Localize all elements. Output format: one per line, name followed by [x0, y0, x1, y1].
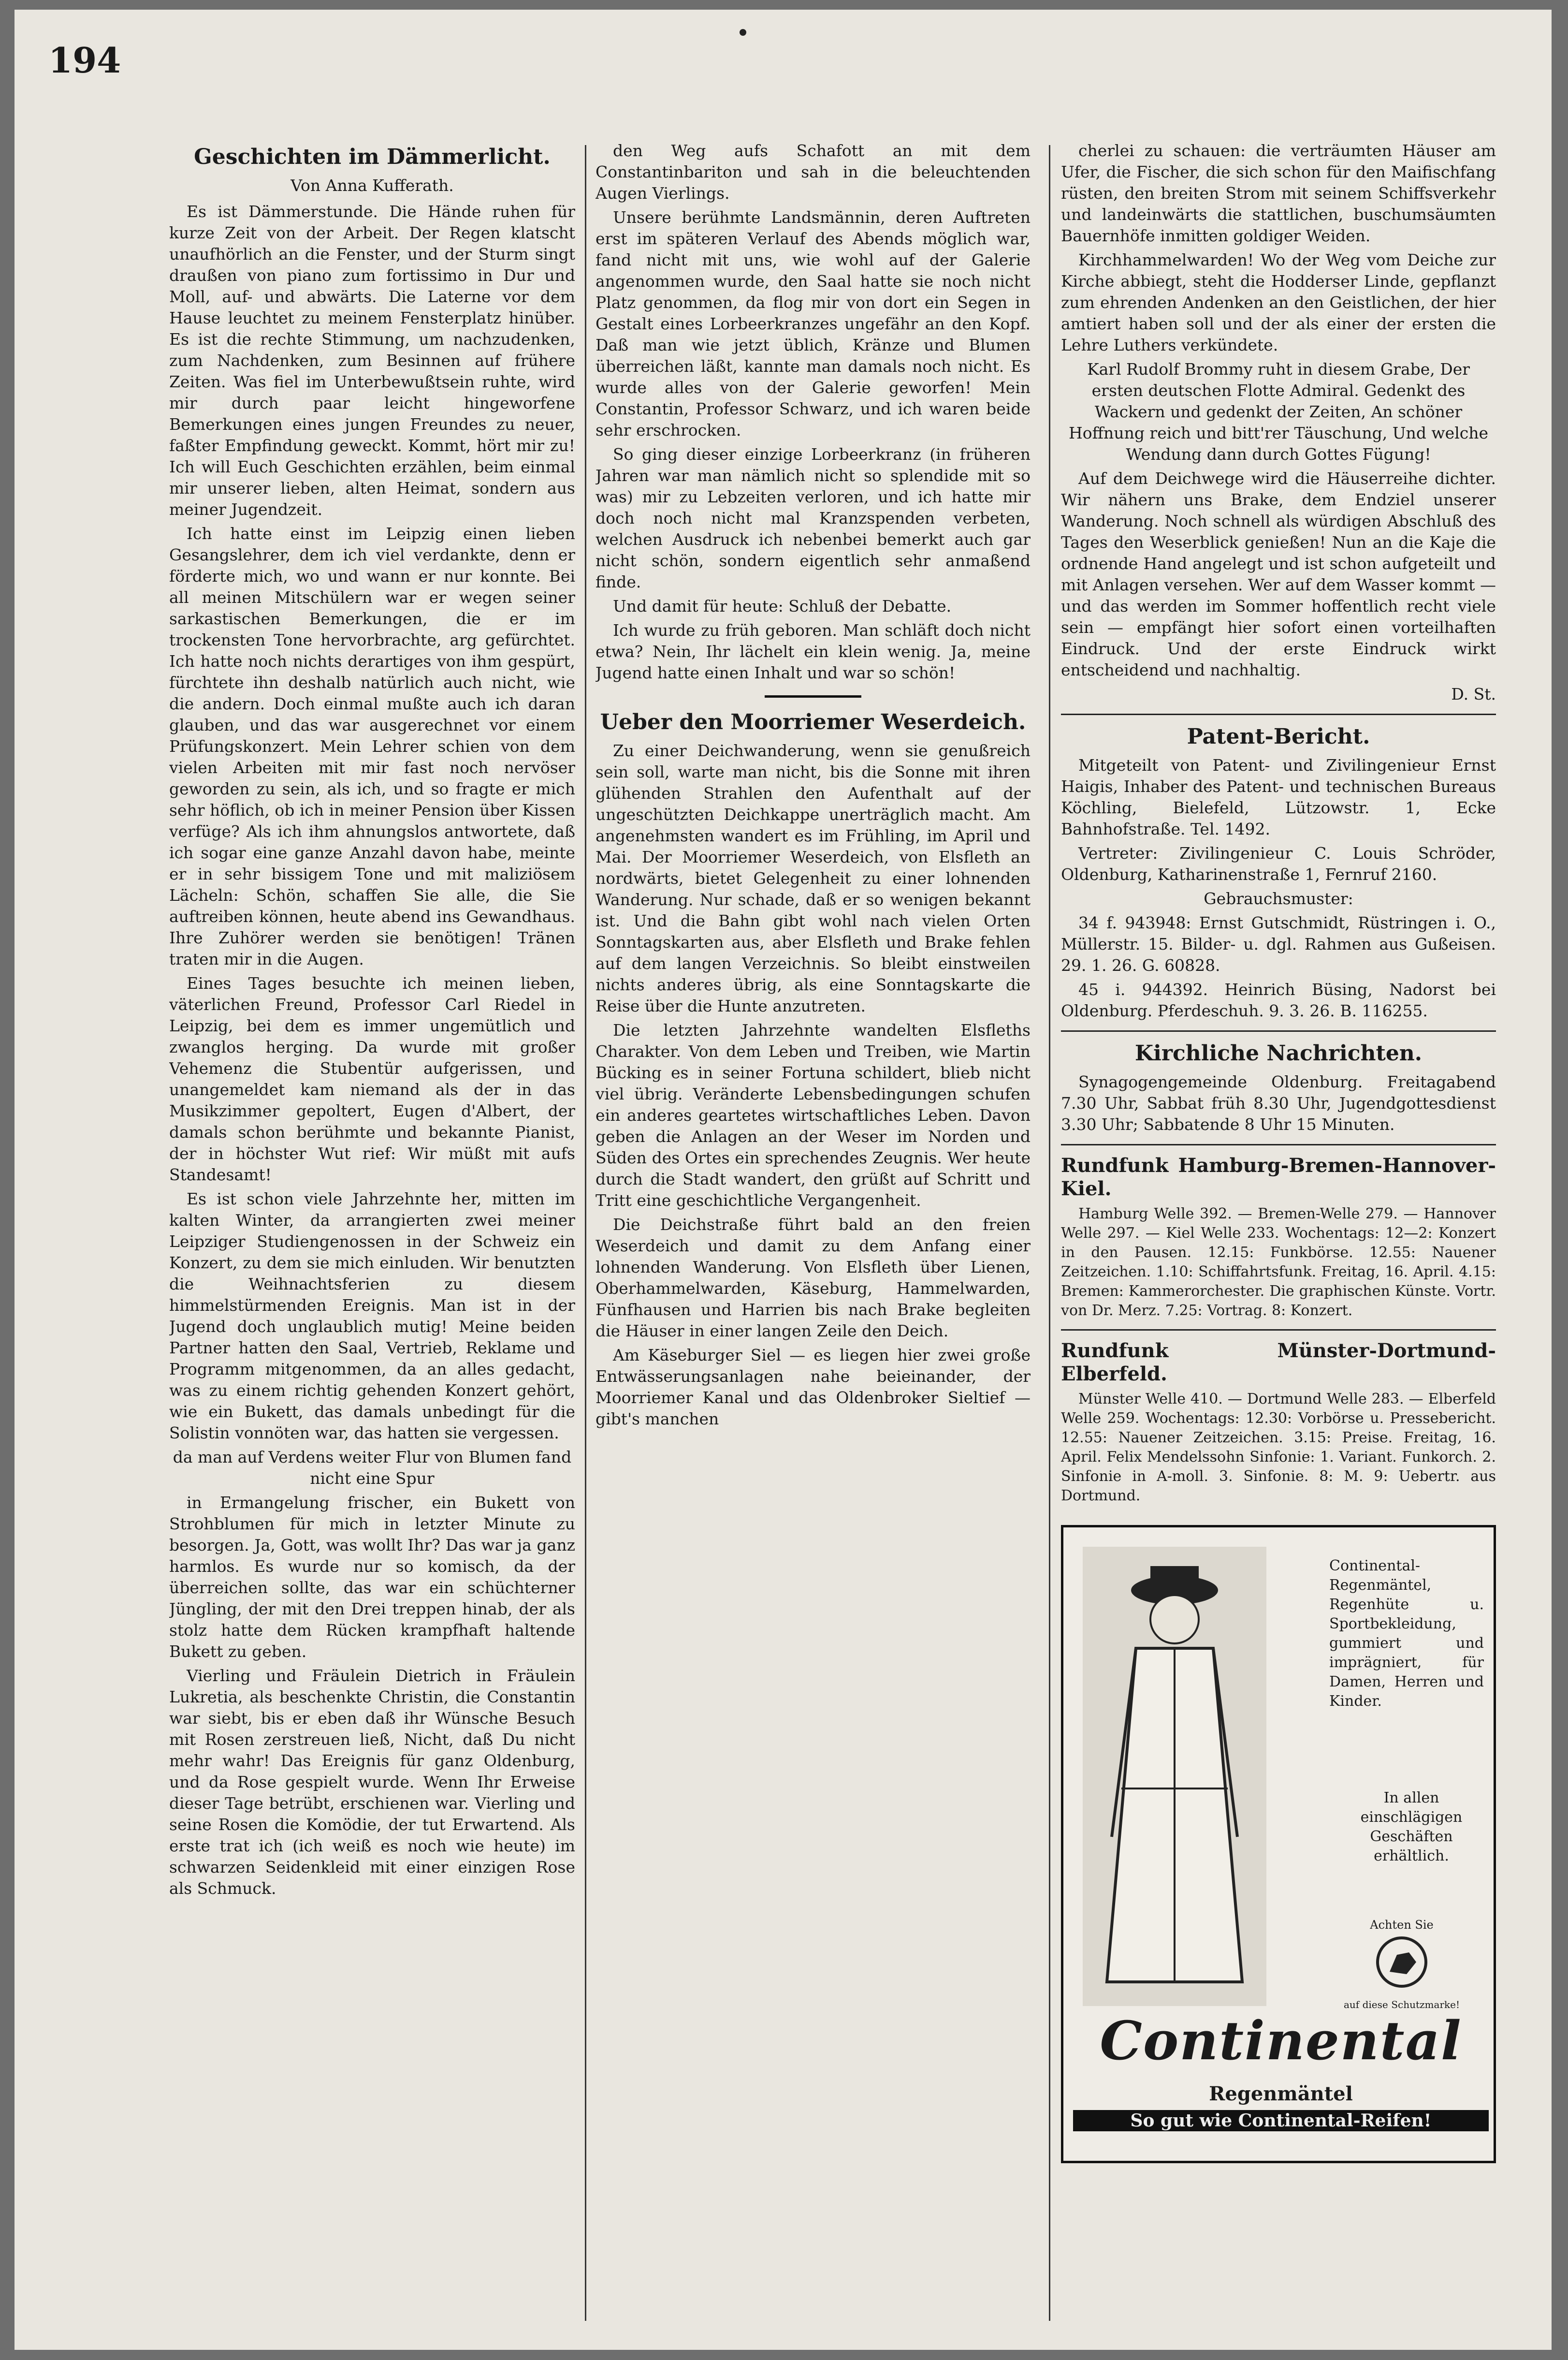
paragraph: Unsere berühmte Landsmännin, deren Auftreten erst im späteren Verlauf des Abends möglich war, fand nicht mit uns, wie wohl auf der Galerie angenommen wurde, den Saal hatte sie noch nicht Platz genommen, da flog mir von dort ein Segen in Gestalt eines Lorbeerkranzes ungefähr an den Kopf. Daß man wie jetzt üblich, Kränze und Blumen überreichen läßt, kannte man damals noch nicht. Es wurde alles von der Galerie geworfen! Mein Constantin, Professor Schwarz, und ich waren beide sehr erschrocken. [595, 208, 1031, 440]
divider [1061, 1030, 1496, 1032]
patent-line: 45 i. 944392. Heinrich Büsing, Nadorst bei Oldenburg. Pferdeschuh. 9. 3. 26. B. 116255. [1061, 980, 1496, 1020]
seal-right-text: Schutzmarke! [1391, 1999, 1460, 2010]
radio-title: Rundfunk Hamburg-Bremen-Hannover-Kiel. [1061, 1154, 1496, 1200]
signature: D. St. [1451, 685, 1496, 704]
divider [1061, 714, 1496, 715]
patent-line: Mitgeteilt von Patent- und Zivilingenieur Ernst Haigis, Inhaber des Patent- und technischen Bureaus Köchling, Bielefeld, Lützowstr. 1, Ecke Bahnhofstraße. Tel. 1492. [1061, 756, 1496, 838]
column-2 [595, 140, 1031, 2316]
punch-hole [740, 29, 746, 36]
article-title: Geschichten im Dämmerlicht. [194, 145, 551, 169]
paragraph: Die letzten Jahrzehnte wandelten Elsfleths Charakter. Von dem Leben und Treiben, wie Martin Bücking es in seiner Fortuna schildert, blieb nicht viel übrig. Veränderte Lebensbedingungen schufen ein anderes geartetes wirtschaftliches Leben. Davon geben die Anlagen an der Weser im Norden und Süden des Ortes ein sprechendes Zeugnis. Wer heute durch die Stadt wandert, den grüßt auf Schritt und Tritt eine geschichtliche Vergangenheit. [595, 1021, 1031, 1210]
inscription: Karl Rudolf Brommy ruht in diesem Grabe, Der ersten deutschen Flotte Admiral. Gedenkt des Wackern und gedenkt der Zeiten, An schöner Hoffnung reich und bitt'rer Täuschung, Und welche Wendung dann durch Gottes Fügung! [1068, 360, 1489, 464]
church-title: Kirchliche Nachrichten. [1134, 1041, 1423, 1066]
divider [1061, 1329, 1496, 1331]
paragraph: Kirchhammelwarden! Wo der Weg vom Deiche zur Kirche abbiegt, steht die Hodderser Linde, gepflanzt zum ehrenden Andenken an den Geistlichen, der hier amtiert haben soll und der als einer der ersten die Lehre Luthers verkündete. [1061, 250, 1496, 354]
page-number: 194 [48, 40, 121, 81]
paragraph: Ich wurde zu früh geboren. Man schläft doch nicht etwa? Nein, Ihr lächelt ein klein wenig. Ja, meine Jugend hatte einen Inhalt und war so schön! [595, 621, 1031, 682]
patent-title: Patent-Bericht. [1187, 724, 1370, 749]
paragraph: den Weg aufs Schafott an mit dem Constantinbariton und sah in die beleuchtenden Augen Vierlings. [595, 141, 1031, 203]
column-rule [585, 145, 586, 2321]
paragraph: Es ist Dämmerstunde. Die Hände ruhen für kurze Zeit von der Arbeit. Der Regen klatscht unaufhörlich an die Fenster, und der Sturm singt draußen von piano zum fortissimo in Dur und Moll, auf- und abwärts. Die Laterne vor dem Hause leuchtet zu meinem Fensterplatz hinüber. Es ist die rechte Stimmung, um nachzudenken, zum Nachdenken, zum Besinnen auf frühere Zeiten. Was fiel im Unterbewußtsein ruhte, wird mir durch paar leicht hingeworfene Bemerkungen eines jungen Freundes zu neuer, faßter Empfindung geweckt. Kommt, hört mir zu! Ich will Euch Geschichten erzählen, beim einmal mir unserer lieben, alten Heimat, sondern aus meiner Jugendzeit. [169, 202, 575, 519]
column-rule [1049, 145, 1050, 2321]
seal-left-text: auf diese [1344, 1999, 1388, 2010]
horse-seal-icon [1344, 1935, 1460, 1989]
article-byline: Von Anna Kufferath. [290, 176, 454, 195]
raincoat-figure-illustration [1083, 1547, 1266, 2006]
paragraph: Die Deichstraße führt bald an den freien Weserdeich und damit zu dem Anfang einer lohnenden Wanderung. Von Elsfleth über Lienen, Oberhammelwarden, Käseburg, Hammelwarden, Fünfhausen und Harrien bis nach Brake begleiten die Häuser in einer langen Zeile den Deich. [595, 1215, 1031, 1340]
paragraph: Auf dem Deichwege wird die Häuserreihe dichter. Wir nähern uns Brake, dem Endziel unserer Wanderung. Noch schnell als würdigen Abschluß des Tages den Weserblick genießen! Nun an die Kaje die ordnende Hand angelegt und ist schon aufgeteilt und mit Anlagen versehen. Wer auf dem Wasser kommt — und das werden im Sommer hoffentlich recht viele sein — empfängt hier sofort einen vorteilhaften Eindruck. Und der erste Eindruck wirkt entscheidend und nachhaltig. [1061, 469, 1496, 679]
column-1 [169, 140, 575, 2316]
paragraph: Es ist schon viele Jahrzehnte her, mitten im kalten Winter, da arrangierten zwei meiner Leipziger Studiengenossen in der Schweiz ein Konzert, zu dem sie mich einluden. Wir benutzten die Weihnachtsferien zu diesem himmelstürmenden Ereignis. Man ist in der Jugend doch unglaublich mutig! Meine beiden Partner hatten den Saal, Vertrieb, Reklame und Programm mitgenommen, da an alles gedacht, was zu einem richtig gehenden Konzert gehört, wie ein Bukett, das damals unbedingt für die Solistin vonnöten war, das hatten sie vergessen. [169, 1189, 575, 1442]
radio-text: Münster Welle 410. — Dortmund Welle 283. — Elberfeld Welle 259. Wochentags: 12.30: Vorbörse u. Pressebericht. 12.55: Nauener Zeitzeichen. 3.15: Preise. Freitag, 16. April. Felix Mendelssohn Sinfonie: 1. Variant. Funkorch. 2. Sinfonie in A-moll. 3. Sinfonie. 8: M. 9: Uebertr. aus Dortmund. [1061, 1391, 1496, 1504]
ad-note: In allen einschlägigen Geschäften erhältlich. [1360, 1789, 1463, 1864]
section-separator [765, 695, 861, 698]
advertisement [1061, 1525, 1496, 2163]
radio-section [1061, 1154, 1496, 1506]
column-3 [1061, 140, 1496, 2316]
divider [1061, 1144, 1496, 1145]
church-text: Synagogengemeinde Oldenburg. Freitagabend 7.30 Uhr, Sabbat früh 8.30 Uhr, Jugendgottesdienst 3.30 Uhr; Sabbatende 8 Uhr 15 Minuten. [1061, 1072, 1496, 1134]
paragraph: in Ermangelung frischer, ein Bukett von Strohblumen für mich in letzter Minute zu besorgen. Ja, Gott, was wollt Ihr? Das war ja ganz harmlos. Es wurde nur so komisch, da der überreichen sollte, das war ein schüchterner Jüngling, der mit den Drei treppen hinab, der als stolz hatte dem Rücken krampfhaft haltende Bukett zu geben. [169, 1493, 575, 1661]
paragraph: Am Käseburger Siel — es liegen hier zwei große Entwässerungsanlagen nahe beieinander, der Moorriemer Kanal und das Oldenbroker Sieltief — gibt's manchen [595, 1346, 1031, 1428]
brand-subtitle: Regenmäntel [1209, 2082, 1353, 2105]
brand-slogan: So gut wie Continental-Reifen! [1073, 2110, 1489, 2131]
seal-top-text: Achten Sie [1370, 1918, 1434, 1932]
article-title: Ueber den Moorriemer Weserdeich. [600, 710, 1026, 734]
patent-line: 34 f. 943948: Ernst Gutschmidt, Rüstringen i. O., Müllerstr. 15. Bilder- u. dgl. Rahmen aus Gußeisen. 29. 1. 26. G. 60828. [1061, 913, 1496, 975]
paragraph: Ich hatte einst im Leipzig einen lieben Gesangslehrer, dem ich viel verdankte, denn er förderte mich, wo und wann er nur konnte. Bei all meinen Mitschülern war er wegen seiner sarkastischen Bemerkungen, die er im trockensten Tone hervorbrachte, arg gefürchtet. Ich hatte noch nichts derartiges von ihm gespürt, fürchtete ihn deshalb natürlich auch nicht, wie die andern. Doch einmal mußte auch ich daran glauben, und das war ausgerechnet vor einem Prüfungskonzert. Mein Lehrer schien von dem vielen Arbeiten mit mir fast noch nervöser geworden zu sein, als ich, und so fragte er mich sehr höflich, ob ich in meiner Pension über Kissen verfüge? Als ich ihm ahnungslos antwortete, daß ich sogar eine ganze Anzahl davon habe, meinte er in sehr bissigem Tone und mit maliziösem Lächeln: Schön, schaffen Sie alle, die Sie auftreiben können, heute abend ins Gewandhaus. Ihre Zuhörer werden sie benötigen! Tränen traten mir in die Augen. [169, 524, 575, 968]
patent-subheading: Gebrauchsmuster: [1204, 889, 1353, 908]
paragraph: So ging dieser einzige Lorbeerkranz (in früheren Jahren war man nämlich nicht so splendide mit so was) mir zu Lebzeiten verloren, und ich hatte mir doch noch nicht mal Kranzspenden verbeten, welchen Ausdruck ich nebenbei bemerkt auch gar nicht schön, sondern eigentlich sehr anmaßend finde. [595, 445, 1031, 591]
trademark-seal [1344, 1914, 1460, 2010]
radio-text: Hamburg Welle 392. — Bremen-Welle 279. — Hannover Welle 297. — Kiel Welle 233. Wochentags: 12—2: Konzert in den Pausen. 12.15: Funkbörse. 12.55: Nauener Zeitzeichen. 1.10: Schiffahrtsfunk. Freitag, 16. April. 4.15: Bremen: Kammerorchester. Die graphischen Künste. Vortr. von Dr. Merz. 7.25: Vortrag. 8: Konzert. [1061, 1205, 1496, 1319]
paragraph: Und damit für heute: Schluß der Debatte. [613, 597, 952, 616]
brand-logo: Continental [1100, 2009, 1462, 2072]
paragraph: cherlei zu schauen: die verträumten Häuser am Ufer, die Fischer, die sich schon für den Maifischfang rüsten, den breiten Strom mit seinem Schiffsverkehr und landeinwärts die stattlichen, buschumsäumten Bauernhöfe inmitten goldiger Weiden. [1061, 141, 1496, 245]
paragraph: Vierling und Fräulein Dietrich in Fräulein Lukretia, als beschenkte Christin, die Constantin war siebt, bis er eben daß ihr Wünsche Besuch mit Rosen zerstreuen ließ, Nicht, daß Du nicht mehr wahr! Das Ereignis für ganz Oldenburg, und da Rose gespielt wurde. Wenn Ihr Erweise dieser Tage betrübt, erschienen war. Vierling und seine Rosen die Komödie, der tut Erwartend. Als erste trat ich (ich weiß es noch wie heute) im schwarzen Seidenkleid mit einer einzigen Rose als Schmuck. [169, 1666, 575, 1898]
patent-line: Vertreter: Zivilingenieur C. Louis Schröder, Oldenburg, Katharinenstraße 1, Fernruf 2160. [1061, 844, 1496, 884]
radio-title: Rundfunk Münster-Dortmund-Elberfeld. [1061, 1339, 1496, 1385]
paragraph: Zu einer Deichwanderung, wenn sie genußreich sein soll, warte man nicht, bis die Sonne mit ihren glühenden Strahlen den Aufenthalt auf der ungeschützten Deichkappe unerträglich macht. Am angenehmsten wandert es im Frühling, im April und Mai. Der Moorriemer Weserdeich, von Elsfleth an nordwärts, bietet Gelegenheit zu einer lohnenden Wanderung. Nur schade, daß er so wenigen bekannt ist. Und die Bahn gibt wohl nach vielen Orten Sonntagskarten aus, aber Elsfleth und Brake fehlen auf dem langen Verzeichnis. So bleibt einstweilen nichts anderes übrig, als eine Sonntagskarte die Reise über die Hunte anzutreten. [595, 741, 1031, 1015]
ad-copy: Continental-Regenmäntel, Regenhüte u. Sportbekleidung, gummiert und imprägniert, für Damen, Herren und Kinder. [1329, 1557, 1484, 1710]
paragraph: Eines Tages besuchte ich meinen lieben, väterlichen Freund, Professor Carl Riedel in Leipzig, bei dem es immer ungemütlich und zwanglos herging. Da wurde mit großer Vehemenz die Stubentür aufgerissen, und unangemeldet kam niemand als der in das Musikzimmer gepoltert, Eugen d'Albert, der damals schon berühmte und bekannte Pianist, der in höchster Wut rief: Wir müßt mit aufs Standesamt! [169, 974, 575, 1184]
verse: da man auf Verdens weiter Flur von Blumen fand nicht eine Spur [173, 1448, 572, 1488]
